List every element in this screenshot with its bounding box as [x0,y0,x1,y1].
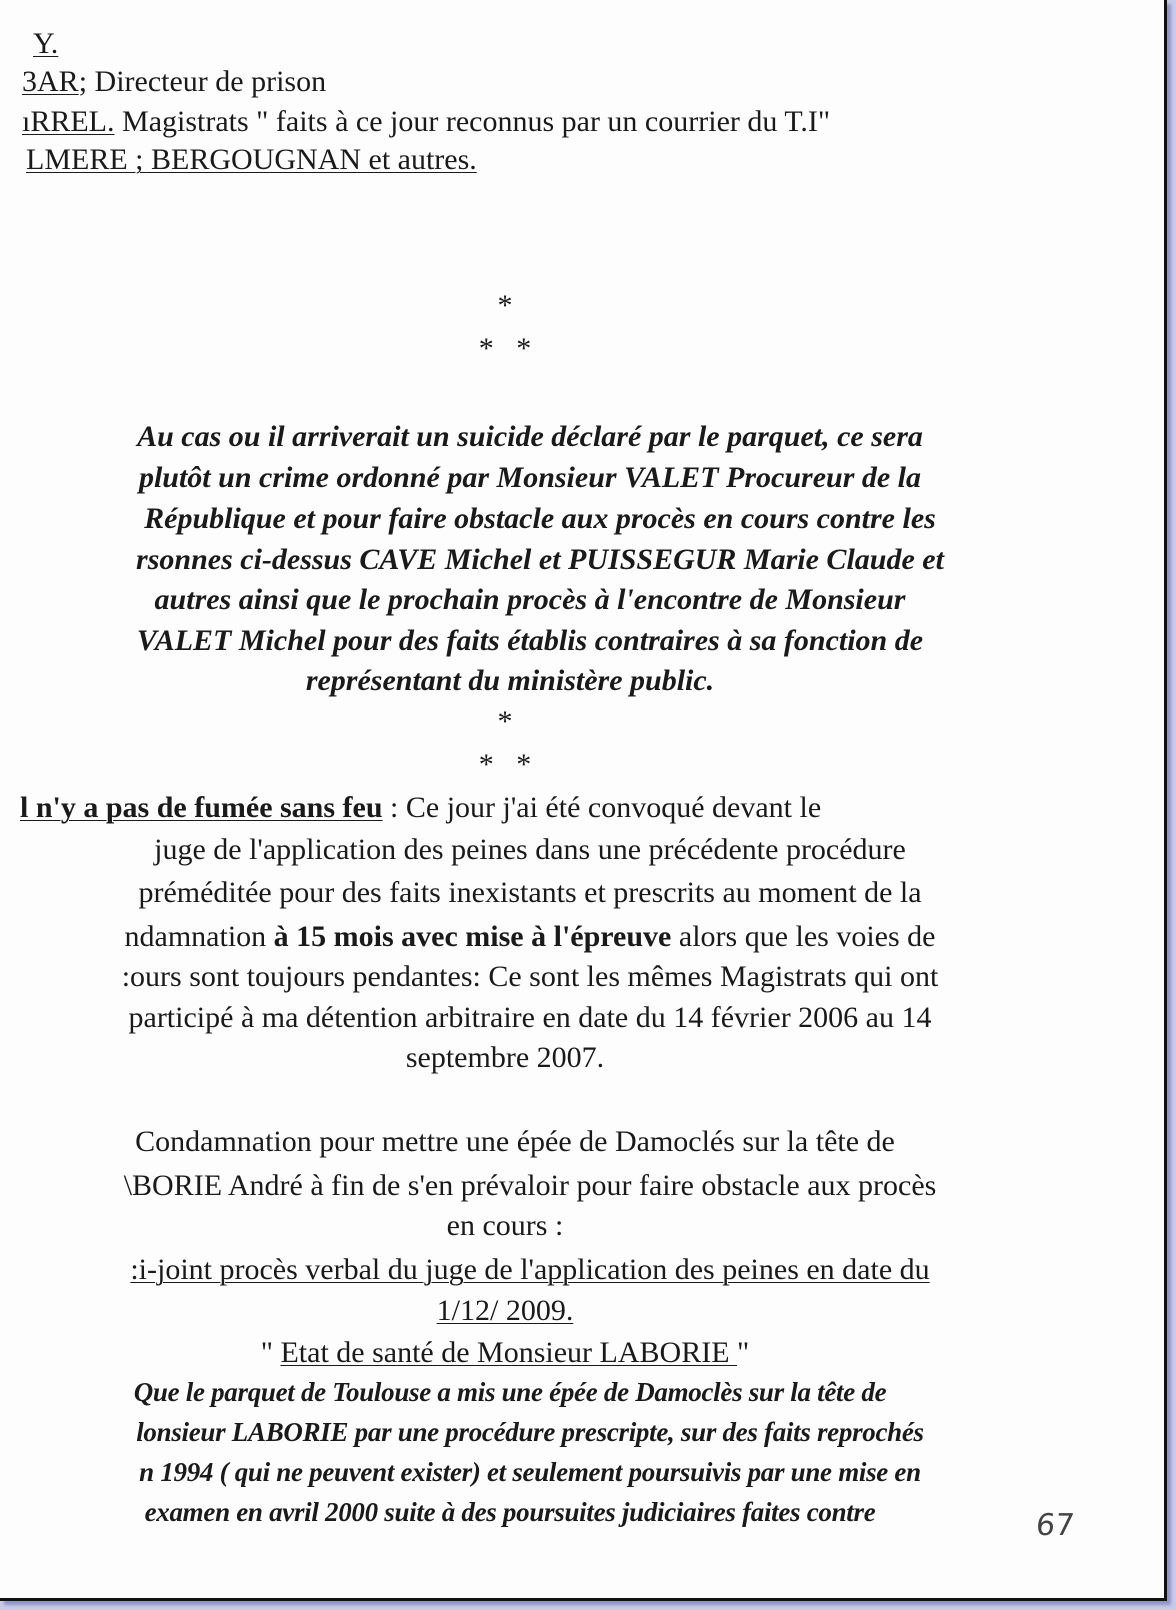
condemnation-line: \BORIE André à fin de s'en prévaloir pour faire obstacle aux procès [123,1169,937,1202]
attachment-date: 1/12/ 2009. [436,1294,574,1327]
header-text: et autres. [361,143,477,176]
paragraph-text: ndamnation [124,920,274,953]
warning-line: VALET Michel pour des faits établis contraires à sa fonction de [136,624,924,657]
warning-line: autres ainsi que le prochain procès à l'encontre de Monsieur [154,583,906,616]
paragraph-line: participé à ma détention arbitraire en date du 14 février 2006 au 14 [128,1001,932,1034]
paragraph-text: alors que les voies de [671,920,936,953]
quote: " [260,1336,281,1369]
paragraph-line: juge de l'application des peines dans une précédente procédure [154,833,906,866]
final-line: n 1994 ( qui ne peuvent exister) et seulement poursuivis par une mise en [139,1457,921,1487]
paragraph-line [20,790,821,826]
condemnation-line: en cours : [446,1209,564,1242]
name-underlined: LMERE ; BERGOUGNAN [26,143,361,176]
quote: " [737,1336,750,1369]
name-underlined: ıRREL. [22,105,115,138]
final-line: Que le parquet de Toulouse a mis une épée de Damoclès sur la tête de [133,1377,887,1407]
condemnation-line: Condamnation pour mettre une épée de Damoclés sur la tête de [135,1125,895,1158]
header-line-1 [33,26,58,62]
paragraph-line: septembre 2007. [405,1041,605,1074]
paragraph-line [0,919,1060,955]
star-separator: * * [478,332,532,365]
final-line: examen en avril 2000 suite à des poursuites judiciaires faites contre [144,1497,876,1527]
final-line: lonsieur LABORIE par une procédure prescripte, sur des faits reprochés [136,1417,924,1447]
warning-line: République et pour faire obstacle aux procès en cours contre les [144,502,936,535]
warning-line: représentant du ministère public. [305,664,715,697]
attachment-title-line [0,1335,1035,1371]
header-text: Magistrats " faits à ce jour reconnus par un courrier du T.I" [114,105,831,138]
paragraph-line: préméditée pour des faits inexistants et prescrits au moment de la [138,876,922,909]
star-separator: * * [478,748,532,781]
header-line-3 [22,104,830,140]
handwritten-page-number: 67 [1034,1508,1077,1543]
name-underlined: 3AR [22,65,79,98]
header-text: ; Directeur de prison [78,65,327,98]
header-text: Y. [33,27,59,60]
warning-line: rsonnes ci-dessus CAVE Michel et PUISSEGUR Marie Claude et [136,543,944,576]
attachment-line [0,1293,1035,1329]
paragraph-lead: l n'y a pas de fumée sans feu [20,791,383,824]
paragraph-emphasis: à 15 mois avec mise à l'épreuve [273,920,672,953]
attachment-line [0,1252,1060,1288]
warning-line: Au cas ou il arriverait un suicide déclaré par le parquet, ce sera [137,420,923,453]
star-separator: * [497,289,513,322]
paragraph-text: : Ce jour j'ai été convoqué devant le [382,791,822,824]
header-line-2 [22,64,326,100]
paragraph-line: :ours sont toujours pendantes: Ce sont les mêmes Magistrats qui ont [121,960,939,993]
warning-line: plutôt un crime ordonné par Monsieur VALET Procureur de la [138,461,922,494]
attachment-title: Etat de santé de Monsieur LABORIE [280,1336,738,1369]
attachment-text: :i-joint procès verbal du juge de l'application des peines en date du [130,1253,930,1286]
star-separator: * [497,705,513,738]
header-line-4 [26,142,477,178]
